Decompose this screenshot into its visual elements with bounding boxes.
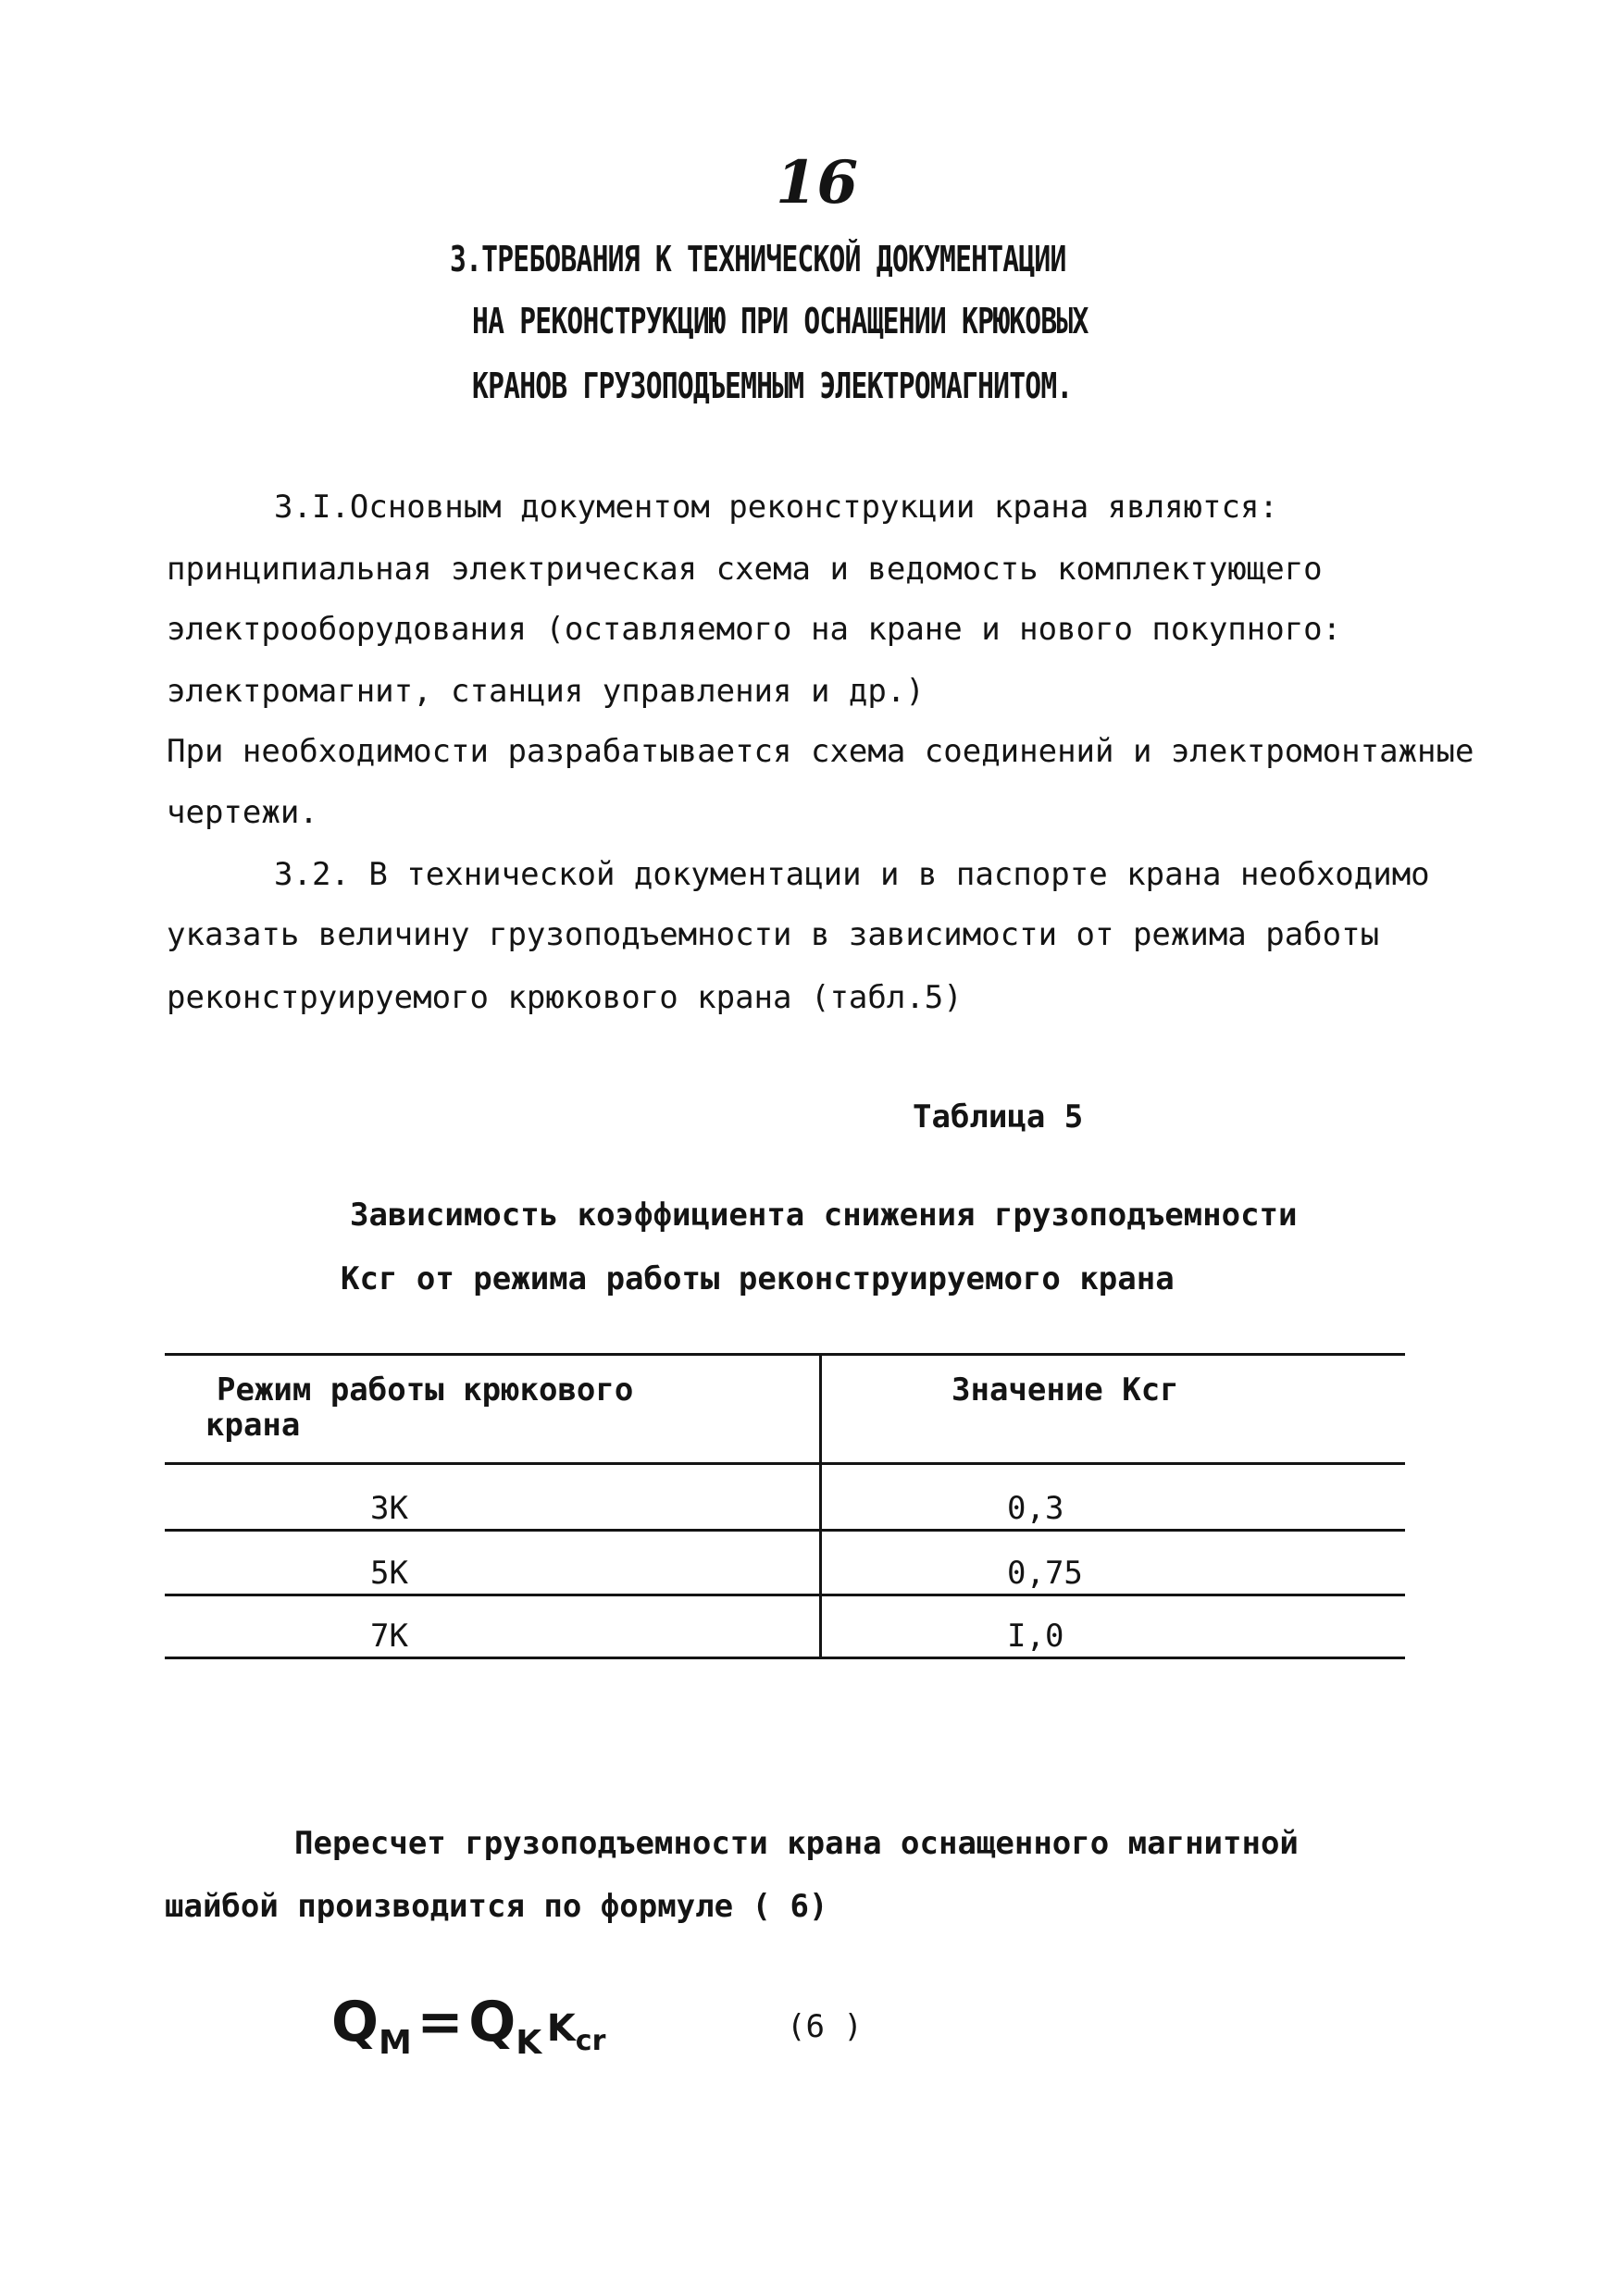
table-cell-value: 0,75: [1007, 1555, 1083, 1592]
paragraph-2-line-3: реконструируемого крюкового крана (табл.5): [167, 979, 963, 1016]
paragraph-3-line-1: Пересчет грузоподъемности крана оснащенного магнитной: [294, 1825, 1299, 1862]
paragraph-1-line-3: электрооборудования (оставляемого на кране и нового покупного:: [167, 611, 1342, 648]
table-header-value: Значение Ксг: [952, 1371, 1179, 1409]
table-cell-value: I,0: [1007, 1618, 1064, 1655]
formula-rhs: Q: [468, 1990, 516, 2054]
paragraph-2-line-1: 3.2. В технической документации и в паспорте крана необходимо: [274, 856, 1430, 893]
table-header-rule: [165, 1462, 1405, 1465]
table-cell-mode: 3К: [370, 1490, 408, 1527]
table-caption-line-2: Ксг от режима работы реконструируемого крана: [341, 1260, 1175, 1297]
formula-6: [331, 1990, 605, 2062]
paragraph-1-line-1: 3.I.Основным документом реконструкции крана являются:: [274, 489, 1278, 526]
page-number: 16: [776, 148, 859, 217]
section-title-line-3: КРАНОВ ГРУЗОПОДЪЕМНЫМ ЭЛЕКТРОМАГНИТОМ.: [472, 366, 1073, 406]
table-row-rule-1: [165, 1529, 1405, 1532]
paragraph-1-line-2: принципиальная электрическая схема и ведомость комплектующего: [167, 551, 1323, 588]
formula-equals: =: [417, 1990, 464, 2054]
formula-lhs-subscript: M: [379, 2024, 412, 2062]
paragraph-2-line-2: указать величину грузоподъемности в зависимости от режима работы: [167, 916, 1380, 953]
table-bottom-rule: [165, 1657, 1405, 1659]
table-label: Таблица 5: [913, 1098, 1084, 1136]
table-header-mode-line-2: крана: [205, 1407, 301, 1444]
formula-coefficient: $K_{cr}$: [546, 2007, 606, 2057]
section-title-line-1: 3.ТРЕБОВАНИЯ К ТЕХНИЧЕСКОЙ ДОКУМЕНТАЦИИ: [450, 239, 1066, 279]
formula-lhs: Q: [331, 1990, 379, 2054]
table-top-rule: [165, 1353, 1405, 1356]
paragraph-1-line-4: электромагнит, станция управления и др.): [167, 673, 925, 710]
formula-rhs-subscript: K: [516, 2024, 542, 2062]
formula-number: (6 ): [787, 2008, 863, 2045]
table-column-divider: [819, 1353, 822, 1659]
table-cell-value: 0,3: [1007, 1490, 1064, 1527]
paragraph-1-line-5: При необходимости разрабатывается схема соединений и электромонтажные: [167, 733, 1474, 770]
paragraph-1-line-6: чертежи.: [167, 794, 318, 831]
section-title-line-2: НА РЕКОНСТРУКЦИЮ ПРИ ОСНАЩЕНИИ КРЮКОВЫХ: [472, 301, 1088, 341]
table-cell-mode: 7К: [370, 1618, 408, 1655]
table-caption-line-1: Зависимость коэффициента снижения грузоподъемности: [350, 1197, 1298, 1234]
table-row-rule-2: [165, 1594, 1405, 1596]
table-header-mode-line-1: Режим работы крюкового: [217, 1371, 634, 1409]
table-cell-mode: 5К: [370, 1555, 408, 1592]
paragraph-3-line-2: шайбой производится по формуле ( 6): [165, 1888, 828, 1925]
